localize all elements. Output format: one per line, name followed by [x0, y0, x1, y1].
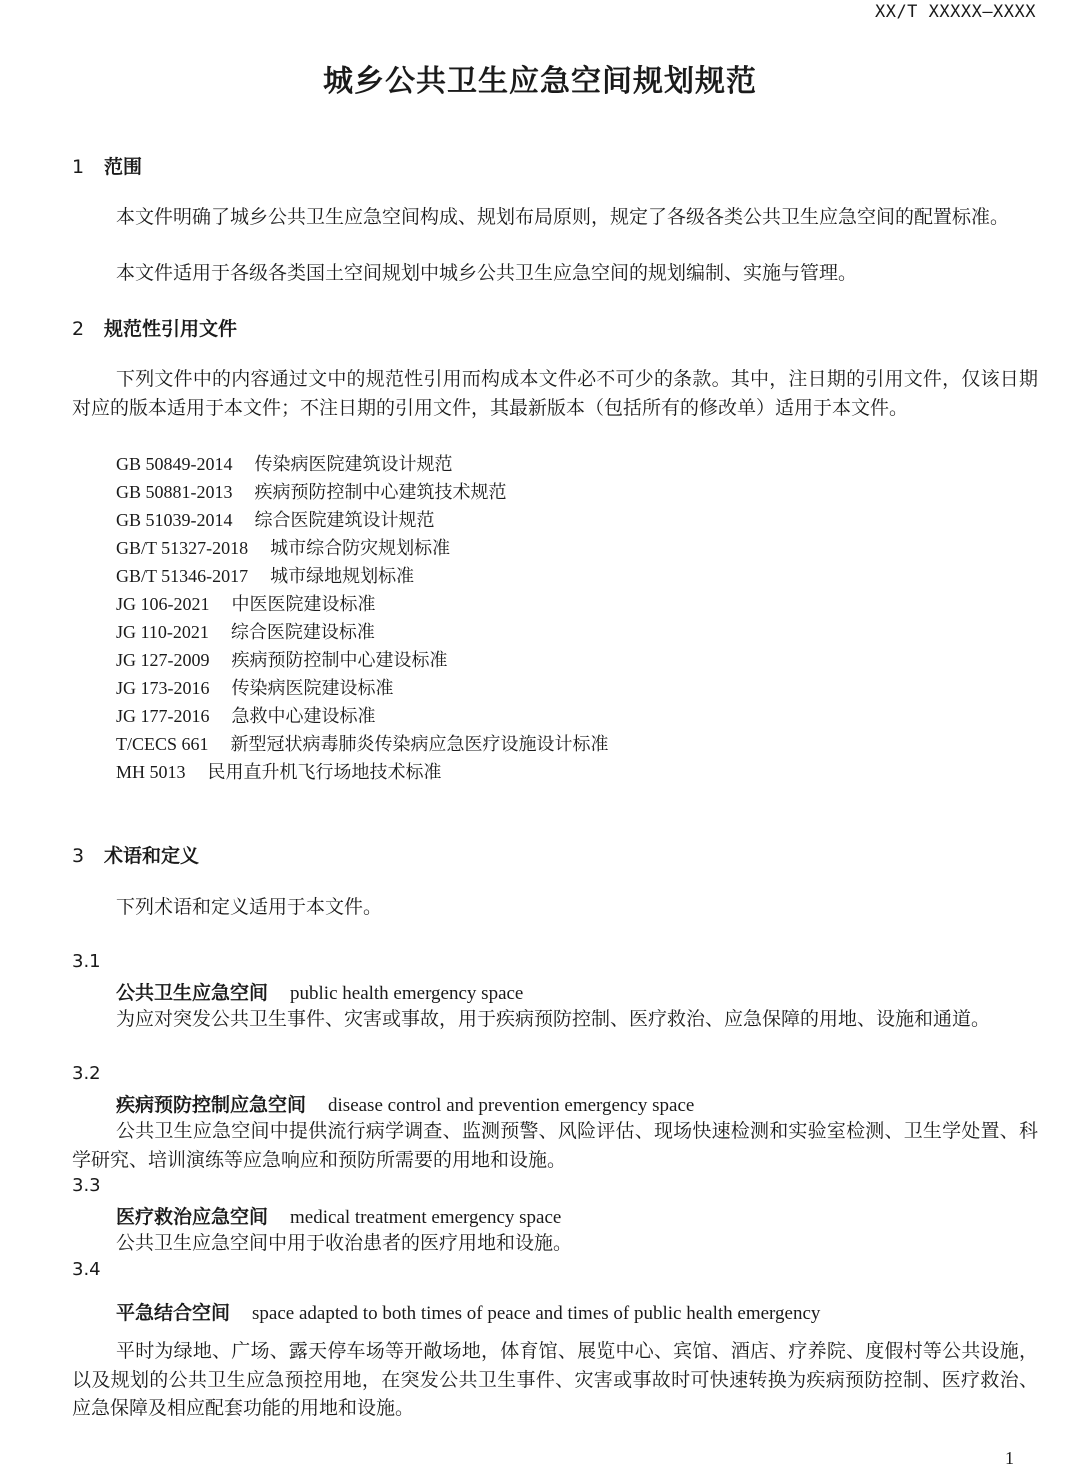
reference-item	[116, 618, 375, 647]
term-title	[116, 1090, 694, 1117]
term-chinese: 公共卫生应急空间	[116, 982, 269, 1004]
term-chinese: 平急结合空间	[116, 1302, 231, 1324]
term-chinese: 医疗救治应急空间	[116, 1206, 269, 1228]
paragraph: 本文件明确了城乡公共卫生应急空间构成、规划布局原则，规定了各级各类公共卫生应急空间的配置标准。	[116, 206, 1010, 228]
term-definition: 公共卫生应急空间中用于收治患者的医疗用地和设施。	[116, 1232, 573, 1254]
reference-item	[116, 590, 376, 619]
term-chinese: 疾病预防控制应急空间	[116, 1094, 307, 1116]
standard-code: XX/T XXXXX—XXXX	[874, 2, 1036, 22]
section-title: 规范性引用文件	[104, 318, 238, 340]
page-number: 1	[1005, 1448, 1014, 1468]
reference-code: JG 106-2021	[116, 594, 210, 614]
term-definition: 平时为绿地、广场、露天停车场等开敞场地，体育馆、展览中心、宾馆、酒店、疗养院、度假村等公共设施，以及规划的公共卫生应急预控用地，在突发公共卫生事件、灾害或事故时可快速转换为疾病预防控制、医疗救治、应急保障及相应配套功能的用地和设施。	[72, 1340, 1038, 1419]
reference-item	[116, 674, 394, 703]
term-english: public health emergency space	[290, 983, 524, 1004]
reference-item	[116, 478, 507, 507]
section-title: 范围	[104, 156, 143, 178]
term-definition: 公共卫生应急空间中提供流行病学调查、监测预警、风险评估、现场快速检测和实验室检测、卫生学处置、科学研究、培训演练等应急响应和预防所需要的用地和设施。	[72, 1120, 1038, 1171]
reference-code: GB 50881-2013	[116, 482, 233, 502]
reference-item	[116, 702, 376, 731]
reference-name: 疾病预防控制中心建筑技术规范	[254, 482, 507, 503]
section-number: 2	[72, 318, 85, 340]
reference-name: 急救中心建设标准	[231, 706, 376, 727]
section-title: 术语和定义	[104, 845, 200, 867]
reference-item	[116, 730, 609, 759]
reference-name: 城市绿地规划标准	[270, 566, 415, 587]
reference-code: T/CECS 661	[116, 734, 209, 754]
term-english: medical treatment emergency space	[290, 1207, 562, 1228]
reference-code: MH 5013	[116, 762, 186, 782]
reference-code: GB/T 51346-2017	[116, 566, 249, 586]
reference-code: JG 173-2016	[116, 678, 210, 698]
paragraph: 下列术语和定义适用于本文件。	[116, 896, 383, 918]
reference-item	[116, 534, 450, 563]
reference-name: 中医医院建设标准	[231, 594, 376, 615]
term-english: disease control and prevention emergency space	[328, 1095, 695, 1116]
term-title	[116, 978, 523, 1005]
reference-name: 民用直升机飞行场地技术标准	[207, 762, 442, 783]
term-number: 3.1	[72, 951, 101, 972]
document-title: 城乡公共卫生应急空间规划规范	[323, 64, 757, 99]
reference-name: 城市综合防灾规划标准	[270, 538, 451, 559]
term-number: 3.4	[72, 1259, 101, 1280]
reference-code: GB 50849-2014	[116, 454, 233, 474]
reference-code: JG 110-2021	[116, 622, 209, 642]
paragraph: 下列文件中的内容通过文中的规范性引用而构成本文件必不可少的条款。其中，注日期的引用文件，仅该日期对应的版本适用于本文件；不注日期的引用文件，其最新版本（包括所有的修改单）适用于本文件。	[72, 368, 1038, 419]
reference-name: 疾病预防控制中心建设标准	[231, 650, 448, 671]
term-number: 3.2	[72, 1063, 101, 1084]
paragraph: 本文件适用于各级各类国土空间规划中城乡公共卫生应急空间的规划编制、实施与管理。	[116, 262, 858, 284]
reference-item	[116, 646, 448, 675]
section-2-heading	[72, 314, 237, 341]
reference-name: 传染病医院建筑设计规范	[254, 454, 453, 475]
term-title	[116, 1202, 561, 1229]
reference-item	[116, 758, 442, 787]
reference-code: GB 51039-2014	[116, 510, 233, 530]
section-1-heading	[72, 152, 142, 179]
term-title	[116, 1298, 820, 1325]
reference-name: 综合医院建筑设计规范	[254, 510, 435, 531]
term-english: space adapted to both times of peace and times of public health emergency	[252, 1303, 821, 1324]
reference-item	[116, 450, 453, 479]
reference-name: 新型冠状病毒肺炎传染病应急医疗设施设计标准	[230, 734, 609, 755]
reference-name: 综合医院建设标准	[230, 622, 375, 643]
reference-code: GB/T 51327-2018	[116, 538, 249, 558]
reference-code: JG 177-2016	[116, 706, 210, 726]
section-number: 1	[72, 156, 85, 178]
term-number: 3.3	[72, 1175, 101, 1196]
section-3-heading	[72, 841, 199, 868]
reference-item	[116, 506, 435, 535]
reference-code: JG 127-2009	[116, 650, 210, 670]
term-definition: 为应对突发公共卫生事件、灾害或事故，用于疾病预防控制、医疗救治、应急保障的用地、设施和通道。	[116, 1008, 991, 1030]
reference-name: 传染病医院建设标准	[231, 678, 394, 699]
reference-item	[116, 562, 414, 591]
section-number: 3	[72, 845, 85, 867]
